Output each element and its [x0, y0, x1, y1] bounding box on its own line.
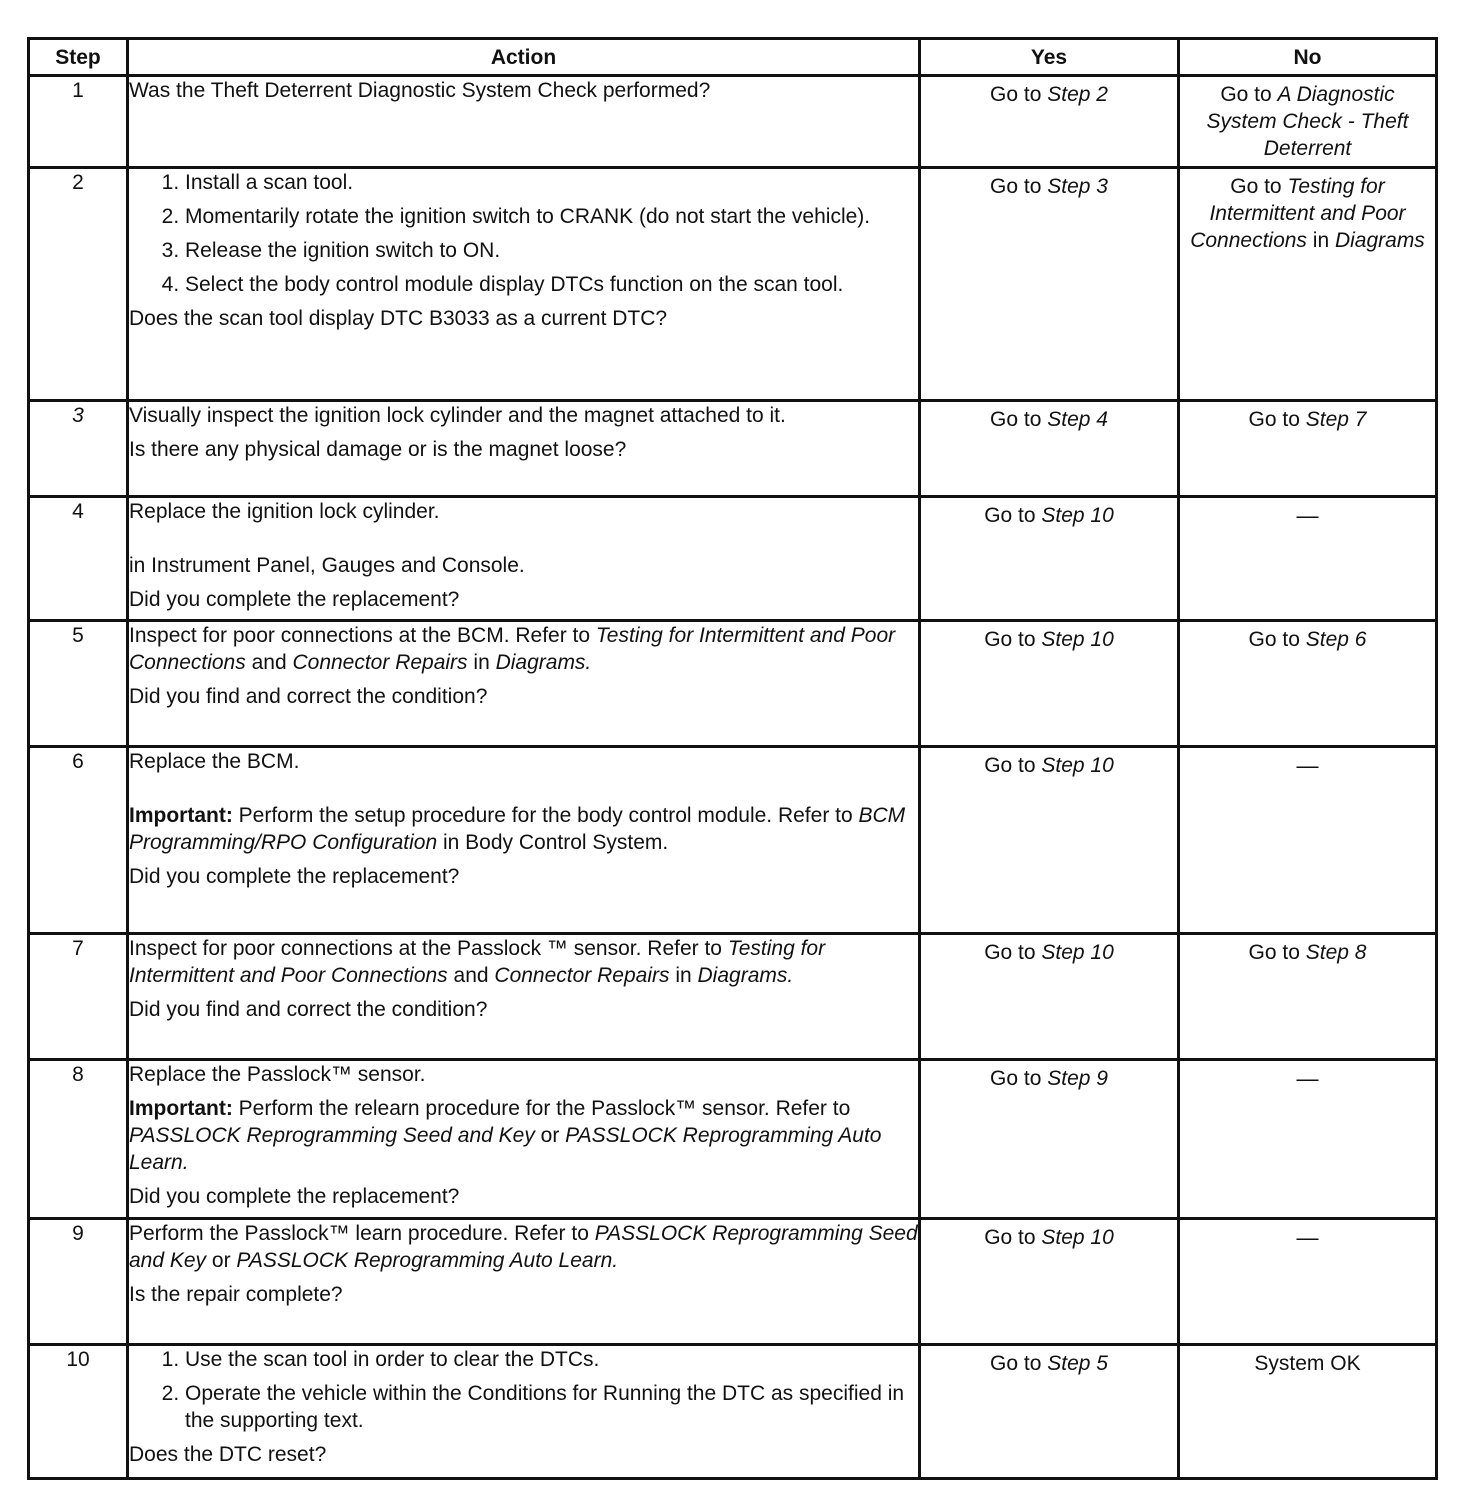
action-cell	[128, 621, 920, 747]
table-row	[29, 1345, 1437, 1479]
yes-prefix: Go to	[984, 1226, 1042, 1249]
no-cell	[1179, 401, 1437, 497]
no-link[interactable]: Step 8	[1305, 941, 1367, 964]
action-cell	[128, 401, 920, 497]
table-row	[29, 401, 1437, 497]
yes-prefix: Go to	[990, 175, 1048, 198]
no-prefix: Go to	[1230, 175, 1288, 198]
question-text: Does the DTC reset?	[129, 1443, 327, 1466]
no-cell	[1179, 76, 1437, 168]
ref-link[interactable]: PASSLOCK Reprogramming Auto Learn.	[236, 1249, 619, 1272]
ref-link[interactable]: Testing for Intermittent and Poor Connections	[129, 937, 826, 987]
table-row	[29, 934, 1437, 1060]
no-link[interactable]: Step 6	[1305, 628, 1367, 651]
ref-link[interactable]: PASSLOCK Reprogramming Seed and Key	[129, 1222, 918, 1272]
question-text: Did you complete the replacement?	[129, 1185, 460, 1208]
table-row	[29, 1060, 1437, 1219]
text-fragment: Inspect for poor connections at the BCM. Refer to	[129, 624, 596, 647]
no-link-diagrams[interactable]: Diagrams	[1334, 229, 1425, 252]
yes-cell	[920, 401, 1179, 497]
action-cell	[128, 1060, 920, 1219]
no-prefix: Go to	[1248, 941, 1306, 964]
table-row	[29, 621, 1437, 747]
yes-link[interactable]: Step 10	[1041, 504, 1114, 527]
text-fragment: in	[669, 964, 698, 987]
action-cell	[128, 497, 920, 621]
question-text: Is the repair complete?	[129, 1283, 343, 1306]
step-number: 7	[29, 934, 128, 1060]
action-cell	[128, 76, 920, 168]
step-number: 5	[29, 621, 128, 747]
procedure-item: 1. Install a scan tool.	[185, 169, 918, 196]
table-row	[29, 1219, 1437, 1345]
no-dash: —	[1296, 1066, 1319, 1091]
yes-prefix: Go to	[984, 628, 1042, 651]
action-cell	[128, 934, 920, 1060]
yes-link[interactable]: Step 3	[1047, 175, 1108, 198]
action-cell	[128, 1345, 920, 1479]
yes-cell	[920, 621, 1179, 747]
step-number: 4	[29, 497, 128, 621]
no-dash: —	[1296, 1225, 1319, 1250]
instruction-text	[129, 1220, 918, 1274]
yes-link[interactable]: Step 10	[1041, 1226, 1114, 1249]
yes-cell	[920, 1345, 1179, 1479]
table-row	[29, 747, 1437, 934]
text-fragment: and	[245, 651, 293, 674]
yes-link[interactable]: Step 9	[1047, 1067, 1108, 1090]
yes-cell	[920, 168, 1179, 401]
question-text: Is there any physical damage or is the magnet loose?	[129, 438, 627, 461]
procedure-item: 4. Select the body control module display DTCs function on the scan tool.	[185, 271, 918, 298]
instruction-text: Replace the BCM.	[129, 750, 300, 773]
header-row	[29, 39, 1437, 76]
text-fragment: and	[447, 964, 495, 987]
no-cell	[1179, 1345, 1437, 1479]
header-no: No	[1179, 39, 1437, 76]
instruction-text: Replace the ignition lock cylinder.	[129, 500, 440, 523]
question-text: Does the scan tool display DTC B3033 as a current DTC?	[129, 307, 668, 330]
table-row	[29, 168, 1437, 401]
question-text: Did you find and correct the condition?	[129, 998, 488, 1021]
text-fragment: Perform the setup procedure for the body control module. Refer to	[232, 804, 859, 827]
text-fragment: Inspect for poor connections at the Passlock ™ sensor. Refer to	[129, 937, 728, 960]
instruction-text	[129, 935, 918, 989]
step-number: 2	[29, 168, 128, 401]
step-number: 10	[29, 1345, 128, 1479]
text-fragment: Perform the Passlock™ learn procedure. Refer to	[129, 1222, 595, 1245]
table-row	[29, 497, 1437, 621]
action-cell	[128, 747, 920, 934]
step-number: 1	[29, 76, 128, 168]
no-prefix: Go to	[1248, 408, 1306, 431]
procedure-item: 1. Use the scan tool in order to clear the DTCs.	[185, 1346, 918, 1373]
question-text: Did you complete the replacement?	[129, 865, 460, 888]
no-cell	[1179, 934, 1437, 1060]
no-cell	[1179, 1219, 1437, 1345]
step-number: 6	[29, 747, 128, 934]
instruction-text: Replace the Passlock™ sensor.	[129, 1063, 426, 1086]
instruction-text-2: in Instrument Panel, Gauges and Console.	[129, 554, 525, 577]
question-text: Was the Theft Deterrent Diagnostic System Check performed?	[129, 79, 711, 102]
no-link[interactable]: Step 7	[1305, 408, 1367, 431]
text-fragment: in Body Control System.	[437, 831, 669, 854]
yes-prefix: Go to	[984, 941, 1042, 964]
yes-cell	[920, 76, 1179, 168]
step-number-text: 3	[72, 404, 84, 427]
yes-link[interactable]: Step 10	[1041, 941, 1114, 964]
text-fragment: or	[534, 1124, 566, 1147]
yes-cell	[920, 1219, 1179, 1345]
yes-prefix: Go to	[990, 408, 1048, 431]
instruction-text: Visually inspect the ignition lock cylinder and the magnet attached to it.	[129, 404, 786, 427]
yes-prefix: Go to	[984, 754, 1042, 777]
no-link[interactable]: A Diagnostic System Check - Theft Deterrent	[1206, 83, 1409, 160]
yes-cell	[920, 747, 1179, 934]
header-step: Step	[29, 39, 128, 76]
ref-link[interactable]: Diagrams.	[697, 964, 794, 987]
yes-link[interactable]: Step 5	[1047, 1352, 1108, 1375]
yes-cell	[920, 934, 1179, 1060]
procedure-list	[129, 1346, 918, 1434]
yes-link[interactable]: Step 10	[1041, 754, 1114, 777]
no-cell	[1179, 621, 1437, 747]
question-text: Did you complete the replacement?	[129, 588, 460, 611]
no-cell	[1179, 497, 1437, 621]
no-cell	[1179, 168, 1437, 401]
ref-link[interactable]: Diagrams.	[495, 651, 592, 674]
action-cell	[128, 1219, 920, 1345]
procedure-item: 3. Release the ignition switch to ON.	[185, 237, 918, 264]
step-number: 9	[29, 1219, 128, 1345]
procedure-item: 2. Momentarily rotate the ignition switch to CRANK (do not start the vehicle).	[185, 203, 918, 230]
step-number: 8	[29, 1060, 128, 1219]
yes-cell	[920, 497, 1179, 621]
table-row	[29, 76, 1437, 168]
yes-prefix: Go to	[990, 1067, 1048, 1090]
yes-prefix: Go to	[984, 504, 1042, 527]
ref-link[interactable]: Testing for Intermittent and Poor Connections	[129, 624, 896, 674]
yes-cell	[920, 1060, 1179, 1219]
step-number	[29, 401, 128, 497]
yes-link[interactable]: Step 4	[1047, 408, 1108, 431]
yes-prefix: Go to	[990, 83, 1048, 106]
important-note	[129, 1095, 918, 1176]
diagnostic-table	[27, 37, 1438, 1480]
no-dash: —	[1296, 753, 1319, 778]
text-fragment: in	[467, 651, 496, 674]
ref-link[interactable]: PASSLOCK Reprogramming Auto Learn.	[129, 1124, 882, 1174]
action-cell	[128, 168, 920, 401]
no-dash: —	[1296, 503, 1319, 528]
procedure-list	[129, 169, 918, 298]
header-action: Action	[128, 39, 920, 76]
ref-link[interactable]: Connector Repairs	[292, 651, 468, 674]
important-label: Important:	[129, 1097, 233, 1120]
header-yes: Yes	[920, 39, 1179, 76]
yes-link[interactable]: Step 2	[1047, 83, 1108, 106]
no-prefix: Go to	[1220, 83, 1278, 106]
no-cell	[1179, 1060, 1437, 1219]
ref-link[interactable]: Connector Repairs	[494, 964, 670, 987]
yes-link[interactable]: Step 10	[1041, 628, 1114, 651]
important-note	[129, 802, 918, 856]
ref-link[interactable]: BCM Programming/RPO Configuration	[129, 804, 906, 854]
no-result: System OK	[1254, 1352, 1361, 1375]
important-label: Important:	[129, 804, 233, 827]
ref-link[interactable]: PASSLOCK Reprogramming Seed and Key	[129, 1124, 535, 1147]
no-cell	[1179, 747, 1437, 934]
question-text: Did you find and correct the condition?	[129, 685, 488, 708]
procedure-item: 2. Operate the vehicle within the Conditions for Running the DTC as specified in the supporting text.	[185, 1380, 918, 1434]
no-link[interactable]: Testing for Intermittent and Poor Connections	[1190, 175, 1406, 252]
yes-prefix: Go to	[990, 1352, 1048, 1375]
text-fragment: Perform the relearn procedure for the Passlock™ sensor. Refer to	[232, 1097, 851, 1120]
no-prefix: Go to	[1248, 628, 1306, 651]
instruction-text	[129, 622, 918, 676]
no-mid: in	[1306, 229, 1335, 252]
text-fragment: or	[206, 1249, 237, 1272]
